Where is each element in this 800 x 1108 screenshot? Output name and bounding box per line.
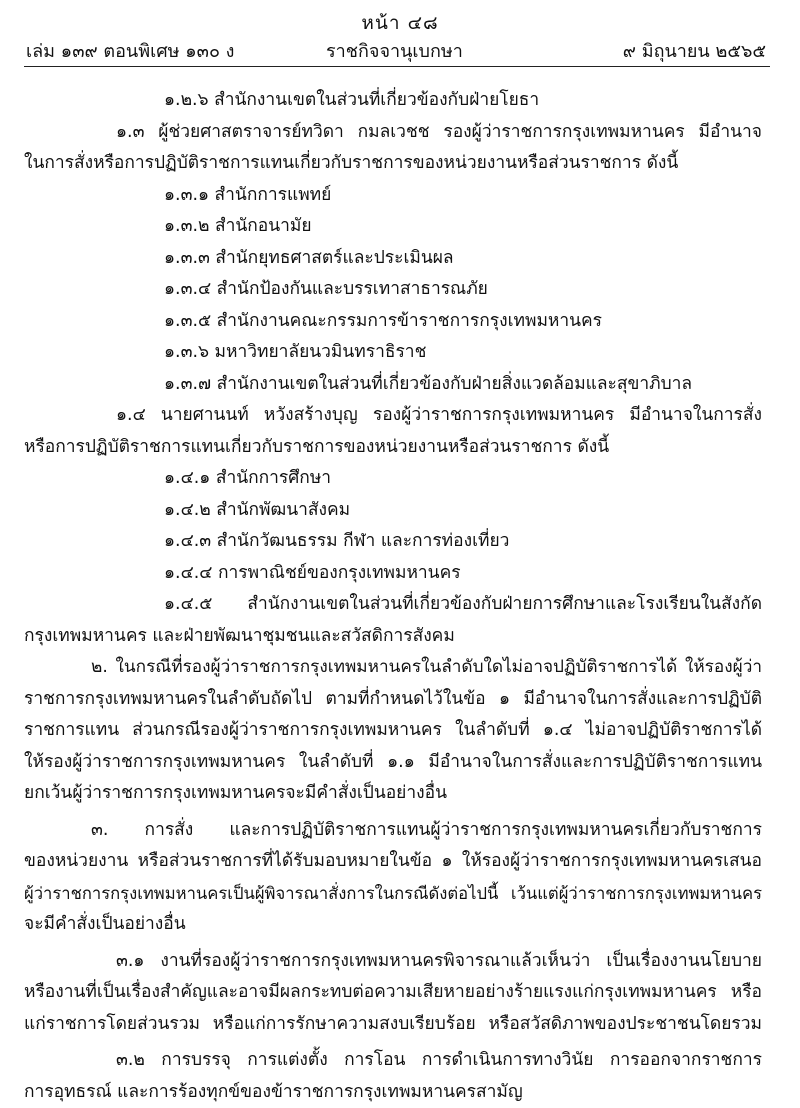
text-line: การอุทธรณ์ และการร้องทุกข์ของข้าราชการกรุงเทพมหานครสามัญ bbox=[24, 1077, 762, 1108]
text-line: ๓. การสั่ง และการปฏิบัติราชการแทนผู้ว่าราชการกรุงเทพมหานครเกี่ยวกับราชการ bbox=[24, 815, 762, 847]
text-line: ๑.๓.๗ สำนักงานเขตในส่วนที่เกี่ยวข้องกับฝ่ายสิ่งแวดล้อมและสุขาภิบาล bbox=[24, 369, 762, 401]
text-line: ราชการกรุงเทพมหานครในลำดับถัดไป ตามที่กำหนดไว้ในข้อ ๑ มีอำนาจในการสั่งและการปฏิบัติ bbox=[24, 684, 762, 716]
publication-title: ราชกิจจานุเบกษา bbox=[326, 36, 463, 65]
running-header bbox=[26, 36, 766, 62]
text-line: ๒. ในกรณีที่รองผู้ว่าราชการกรุงเทพมหานครในลำดับใดไม่อาจปฏิบัติราชการได้ ให้รองผู้ว่า bbox=[24, 652, 762, 684]
text-line: ๑.๔.๕ สำนักงานเขตในส่วนที่เกี่ยวข้องกับฝ่ายการศึกษาและโรงเรียนในสังกัด bbox=[24, 589, 762, 621]
text-line: แก่ราชการโดยส่วนรวม หรือแก่การรักษาความสงบเรียบร้อย หรือสวัสดิภาพของประชาชนโดยรวม bbox=[24, 1009, 762, 1041]
text-line: ๑.๓ ผู้ช่วยศาสตราจารย์ทวิดา กมลเวชช รองผู้ว่าราชการกรุงเทพมหานคร มีอำนาจ bbox=[24, 117, 762, 149]
header-rule bbox=[24, 66, 770, 67]
text-line: ๑.๔.๔ การพาณิชย์ของกรุงเทพมหานคร bbox=[24, 558, 762, 590]
text-line: ๓.๒ การบรรจุ การแต่งตั้ง การโอน การดำเนินการทางวินัย การออกจากราชการ bbox=[24, 1045, 762, 1077]
text-line: ๑.๓.๔ สำนักป้องกันและบรรเทาสาธารณภัย bbox=[24, 274, 762, 306]
document-body bbox=[24, 85, 762, 1108]
text-line: ๓.๑ งานที่รองผู้ว่าราชการกรุงเทพมหานครพิจารณาแล้วเห็นว่า เป็นเรื่องงานนโยบาย bbox=[24, 946, 762, 978]
text-line: ๑.๓.๑ สำนักการแพทย์ bbox=[24, 180, 762, 212]
page-number: หน้า ๔๘ bbox=[0, 8, 800, 38]
text-line: ยกเว้นผู้ว่าราชการกรุงเทพมหานครจะมีคำสั่งเป็นอย่างอื่น bbox=[24, 778, 762, 810]
text-line: ในการสั่งหรือการปฏิบัติราชการแทนเกี่ยวกับราชการของหน่วยงานหรือส่วนราชการ ดังนี้ bbox=[24, 148, 762, 180]
text-line: หรือการปฏิบัติราชการแทนเกี่ยวกับราชการของหน่วยงานหรือส่วนราชการ ดังนี้ bbox=[24, 432, 762, 464]
text-line: ราชการแทน ส่วนกรณีรองผู้ว่าราชการกรุงเทพมหานคร ในลำดับที่ ๑.๔ ไม่อาจปฏิบัติราชการได้ bbox=[24, 715, 762, 747]
text-line: ๑.๓.๕ สำนักงานคณะกรรมการข้าราชการกรุงเทพมหานคร bbox=[24, 306, 762, 338]
text-line: ๑.๒.๖ สำนักงานเขตในส่วนที่เกี่ยวข้องกับฝ่ายโยธา bbox=[24, 85, 762, 117]
text-line: ๑.๓.๖ มหาวิทยาลัยนวมินทราธิราช bbox=[24, 337, 762, 369]
text-line: ของหน่วยงาน หรือส่วนราชการที่ได้รับมอบหมายในข้อ ๑ ให้รองผู้ว่าราชการกรุงเทพมหานครเสนอ bbox=[24, 846, 762, 878]
text-line: ๑.๓.๓ สำนักยุทธศาสตร์และประเมินผล bbox=[24, 243, 762, 275]
text-line: หรืองานที่เป็นเรื่องสำคัญและอาจมีผลกระทบต่อความเสียหายอย่างร้ายแรงแก่กรุงเทพมหานคร หรือ bbox=[24, 977, 762, 1009]
text-line: ๑.๔.๓ สำนักวัฒนธรรม กีฬา และการท่องเที่ยว bbox=[24, 526, 762, 558]
text-line: ๑.๔.๑ สำนักการศึกษา bbox=[24, 463, 762, 495]
text-line: ๑.๔ นายศานนท์ หวังสร้างบุญ รองผู้ว่าราชการกรุงเทพมหานคร มีอำนาจในการสั่ง bbox=[24, 400, 762, 432]
text-line: กรุงเทพมหานคร และฝ่ายพัฒนาชุมชนและสวัสดิการสังคม bbox=[24, 621, 762, 653]
volume-issue: เล่ม ๑๓๙ ตอนพิเศษ ๑๓๐ ง bbox=[26, 36, 234, 65]
text-line: ๑.๓.๒ สำนักอนามัย bbox=[24, 211, 762, 243]
text-line: ๑.๔.๒ สำนักพัฒนาสังคม bbox=[24, 495, 762, 527]
text-line: ให้รองผู้ว่าราชการกรุงเทพมหานคร ในลำดับที่ ๑.๑ มีอำนาจในการสั่งและการปฏิบัติราชการแทน bbox=[24, 747, 762, 779]
text-line: จะมีคำสั่งเป็นอย่างอื่น bbox=[24, 909, 762, 941]
publication-date: ๙ มิถุนายน ๒๕๖๕ bbox=[623, 36, 766, 65]
text-line: ผู้ว่าราชการกรุงเทพมหานครเป็นผู้พิจารณาสั่งการในกรณีดังต่อไปนี้ เว้นแต่ผู้ว่าราชการกรุงเทพมหานคร bbox=[24, 878, 762, 910]
